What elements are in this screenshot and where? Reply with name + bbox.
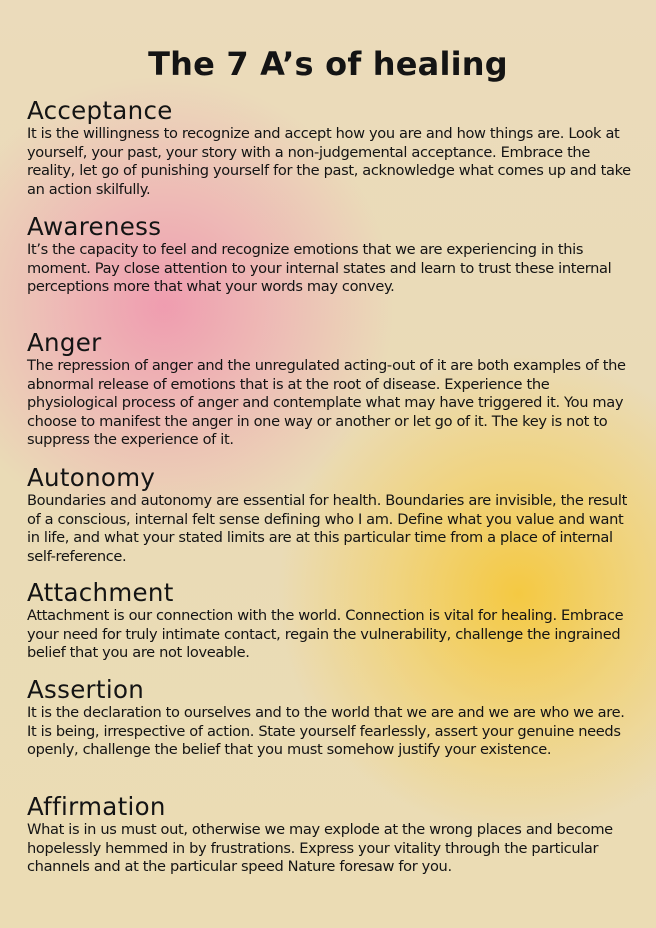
section-heading: Acceptance xyxy=(27,96,173,125)
section-assertion xyxy=(27,676,635,760)
section-text: It is the declaration to ourselves and to the world that we are and we are who we are. It is being, irrespective of action. State yourself fearlessly, assert your genuine needs openly, challenge the belief that you must somehow justify your existence. xyxy=(27,704,625,759)
section-heading: Attachment xyxy=(27,578,174,607)
section-affirmation xyxy=(27,793,635,877)
section-attachment xyxy=(27,579,635,663)
section-awareness xyxy=(27,213,635,297)
section-text: What is in us must out, otherwise we may explode at the wrong places and become hopelessly hemmed in by frustrations. Express your vitality through the particular channels and at the particular speed Nature foresaw for you. xyxy=(27,821,613,876)
section-text: It is the willingness to recognize and accept how you are and how things are. Look at yourself, your past, your story with a non-judgemental acceptance. Embrace the reality, let go of punishing yourself for the past, acknowledge what comes up and take an action skilfully. xyxy=(27,125,631,198)
section-anger xyxy=(27,329,635,450)
page-title: The 7 A’s of healing xyxy=(148,45,508,83)
section-text: Boundaries and autonomy are essential for health. Boundaries are invisible, the result of a conscious, internal felt sense defining who I am. Define what you value and want in life, and what your stated limits are at this particular time from a place of internal self-reference. xyxy=(27,492,627,565)
section-heading: Affirmation xyxy=(27,792,166,821)
section-acceptance xyxy=(27,97,635,199)
section-text: Attachment is our connection with the world. Connection is vital for healing. Embrace your need for truly intimate contact, regain the vulnerability, challenge the ingrained belief that you are not loveable. xyxy=(27,607,624,662)
section-autonomy xyxy=(27,464,635,566)
section-heading: Autonomy xyxy=(27,463,156,492)
section-heading: Assertion xyxy=(27,675,145,704)
section-text: The repression of anger and the unregulated acting-out of it are both examples of the abnormal release of emotions that is at the root of disease. Experience the physiological process of anger and contemplate what may have triggered it. You may choose to manifest the anger in one way or another or let go of it. The key is not to suppress the experience of it. xyxy=(27,357,626,449)
section-heading: Anger xyxy=(27,328,102,357)
section-heading: Awareness xyxy=(27,212,162,241)
section-text: It’s the capacity to feel and recognize emotions that we are experiencing in this moment. Pay close attention to your internal states and learn to trust these internal perceptions more that what your words may convey. xyxy=(27,241,612,296)
